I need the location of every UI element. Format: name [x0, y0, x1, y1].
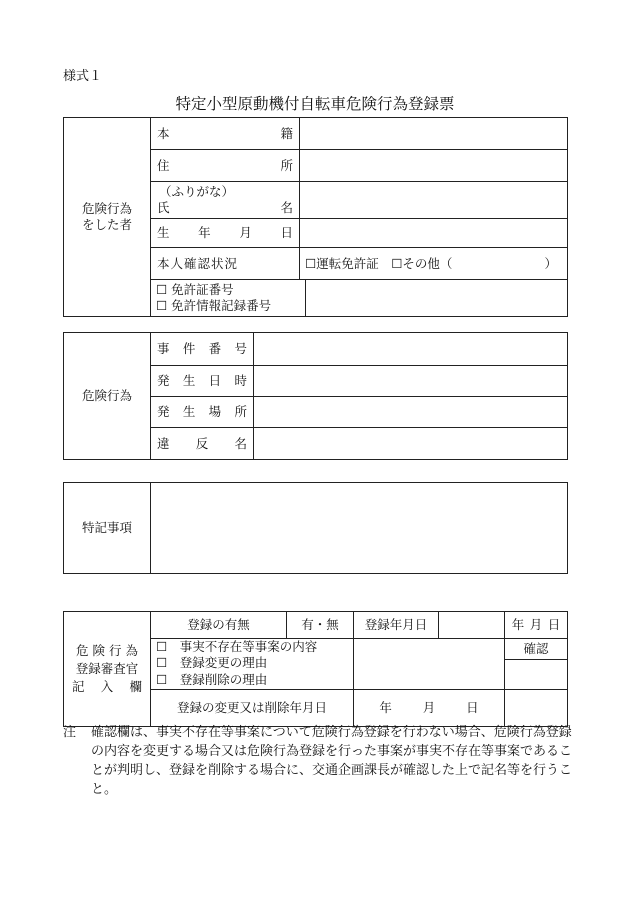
remarks-label: 特記事項 [64, 483, 151, 574]
confirm-cell[interactable] [505, 639, 568, 690]
honseki-field[interactable] [300, 118, 568, 150]
occurrence-datetime-label: 発 生 日 時 [151, 366, 254, 397]
reason-field[interactable] [354, 639, 505, 690]
act-group-label: 危険行為 [64, 333, 151, 460]
form-title: 特定小型原動機付自転車危険行為登録票 [175, 95, 455, 113]
occurrence-datetime-field[interactable] [254, 366, 568, 397]
violation-name-field[interactable] [254, 428, 568, 460]
id-status-label: 本人確認状況 [151, 248, 300, 280]
reg-date-label: 登録年月日 [354, 612, 505, 639]
form-number: 様式１ [63, 69, 103, 84]
note: 注 確認欄は、事実不存在等事案について危険行為登録を行わない場合、危険行為登録の内容を変更する場合又は危険行為登録を行った事案が事実不存在等事案であることが判明し、登録を削除する場合に、交通企画課長が確認した上で記名等を行うこと。 [63, 724, 573, 799]
remarks-field[interactable] [151, 483, 568, 574]
occurrence-place-label: 発 生 場 所 [151, 397, 254, 428]
confirm-label: 確認 [505, 639, 567, 660]
id-status-options[interactable]: ☐運転免許証 ☐その他（ ） [300, 248, 568, 280]
note-text: 確認欄は、事実不存在等事案について危険行為登録を行わない場合、危険行為登録の内容を変更する場合又は危険行為登録を行った事案が事実不存在等事案であることが判明し、登録を削除する場合に、交通企画課長が確認した上で記名等を行うこと。 [91, 725, 573, 797]
jusho-label: 住 所 [151, 150, 300, 182]
violation-name-label: 違 反 名 [151, 428, 254, 460]
birthdate-label: 生 年 月 日 [151, 219, 300, 248]
occurrence-place-field[interactable] [254, 397, 568, 428]
reg-date-field[interactable]: 年 月 日 [505, 612, 568, 639]
license-number-field[interactable] [306, 280, 567, 316]
act-table [63, 332, 568, 460]
license-number-options[interactable]: ☐ 免許証番号 ☐ 免許情報記録番号 [151, 280, 568, 317]
registered-label: 登録の有無 [151, 612, 287, 639]
case-number-field[interactable] [254, 333, 568, 366]
yes-no-option[interactable]: 有・無 [287, 612, 354, 639]
reason-options[interactable]: ☐ 事実不存在等事案の内容 ☐ 登録変更の理由 ☐ 登録削除の理由 [151, 639, 354, 690]
name-field[interactable] [300, 182, 568, 219]
change-date-field[interactable]: 年 月 日 [354, 690, 505, 727]
person-table [63, 117, 568, 317]
name-label: （ふりがな） 氏 名 [151, 182, 300, 219]
remarks-table [63, 482, 568, 574]
confirm-signature-field[interactable] [505, 690, 568, 727]
jusho-field[interactable] [300, 150, 568, 182]
change-date-label: 登録の変更又は削除年月日 [151, 690, 354, 727]
person-group-label: 危険行為 をした者 [64, 118, 151, 317]
case-number-label: 事 件 番 号 [151, 333, 254, 366]
review-table [63, 611, 568, 727]
birthdate-field[interactable] [300, 219, 568, 248]
honseki-label: 本 籍 [151, 118, 300, 150]
review-group-label: 危 険 行 為 登録審査官 記 入 欄 [64, 612, 151, 727]
